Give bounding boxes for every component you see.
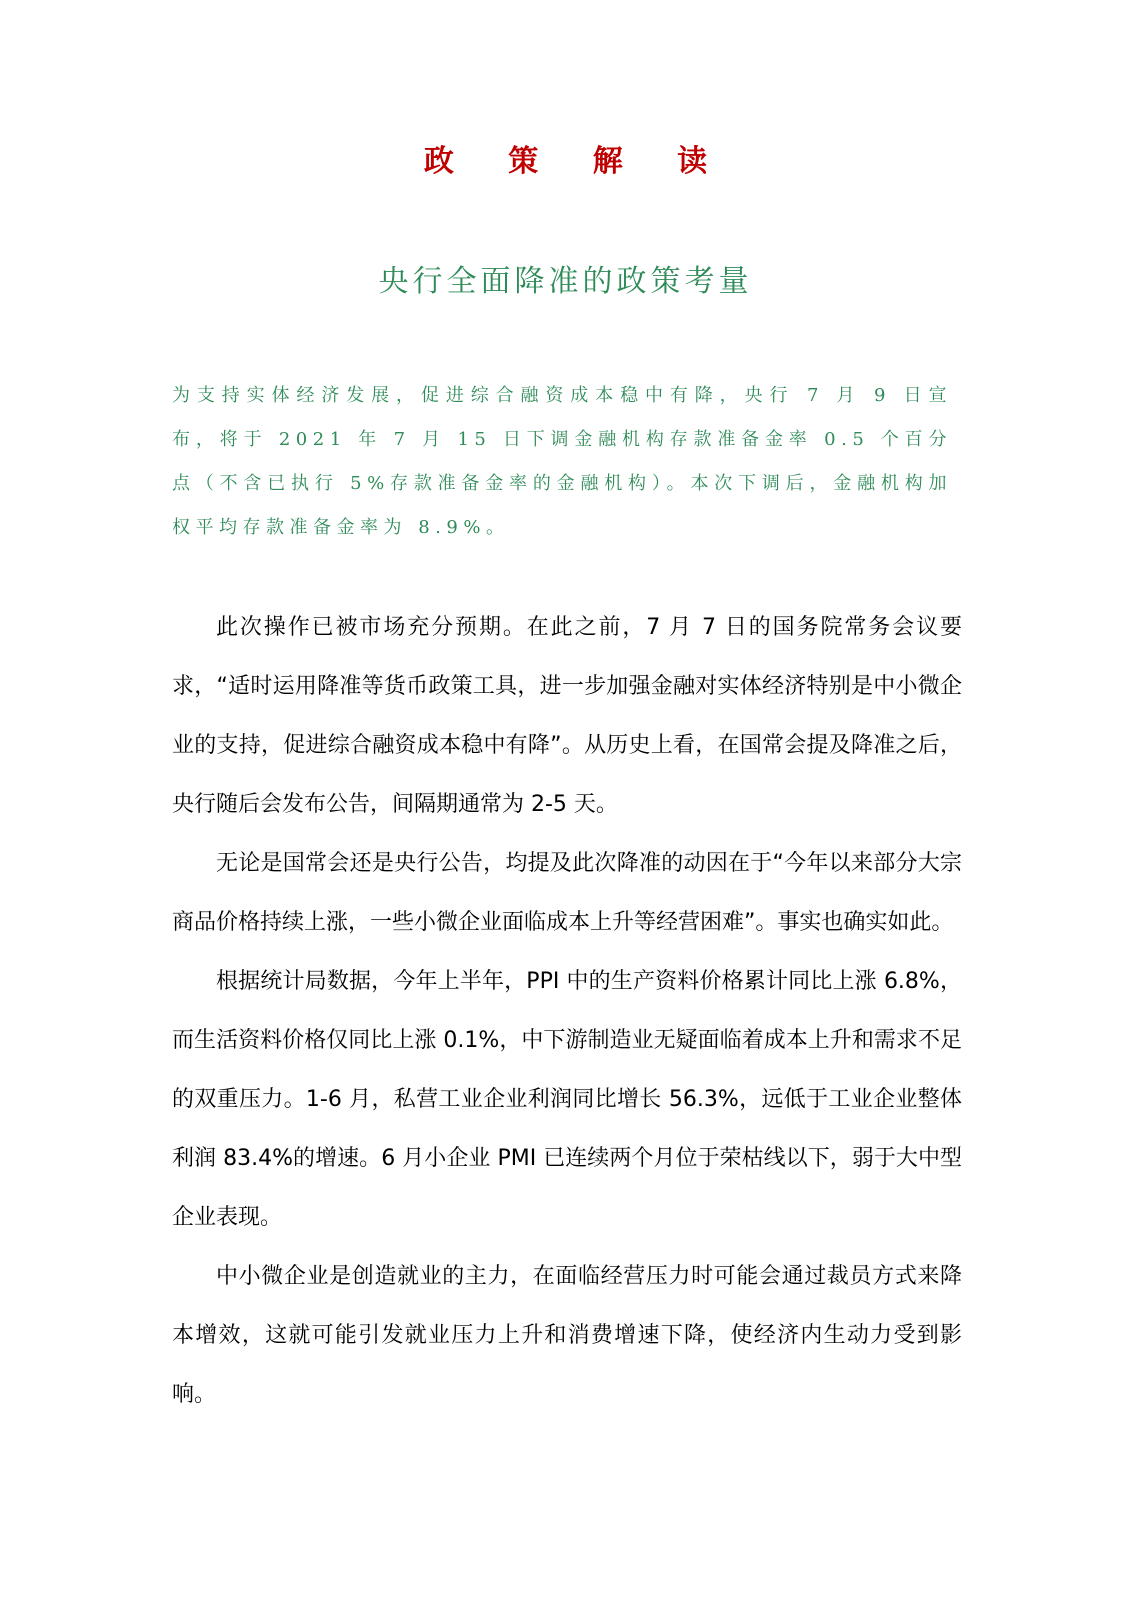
article-body [172, 598, 962, 1424]
article-title: 央行全面降准的政策考量 [378, 264, 753, 299]
body-paragraph: 无论是国常会还是央行公告，均提及此次降准的动因在于“今年以来部分大宗商品价格持续上涨，一些小微企业面临成本上升等经营困难”。事实也确实如此。 [172, 851, 962, 935]
section-title: 政 策 解 读 [423, 144, 730, 179]
body-paragraph: 此次操作已被市场充分预期。在此之前，7 月 7 日的国务院常务会议要求，“适时运用降准等货币政策工具，进一步加强金融对实体经济特别是中小微企业的支持，促进综合融资成本稳中有降”。从历史上看，在国常会提及降准之后，央行随后会发布公告，间隔期通常为 2-5 天。 [172, 615, 962, 817]
body-paragraph: 根据统计局数据，今年上半年，PPI 中的生产资料价格累计同比上涨 6.8%，而生活资料价格仅同比上涨 0.1%，中下游制造业无疑面临着成本上升和需求不足的双重压力。1-6 月，私营工业企业利润同比增长 56.3%，远低于工业企业整体利润 83.4%的增速。6 月小企业 PMI 已连续两个月位于荣枯线以下，弱于大中型企业表现。 [172, 969, 962, 1230]
body-paragraph: 中小微企业是创造就业的主力，在面临经营压力时可能会通过裁员方式来降本增效，这就可能引发就业压力上升和消费增速下降，使经济内生动力受到影响。 [172, 1264, 962, 1407]
lead-paragraph: 为支持实体经济发展，促进综合融资成本稳中有降，央行 7 月 9 日宣布，将于 2021 年 7 月 15 日下调金融机构存款准备金率 0.5 个百分点（不含已执行 5%存款准备金率的金融机构）。本次下调后，金融机构加权平均存款准备金率为 8.9%。 [172, 385, 952, 538]
